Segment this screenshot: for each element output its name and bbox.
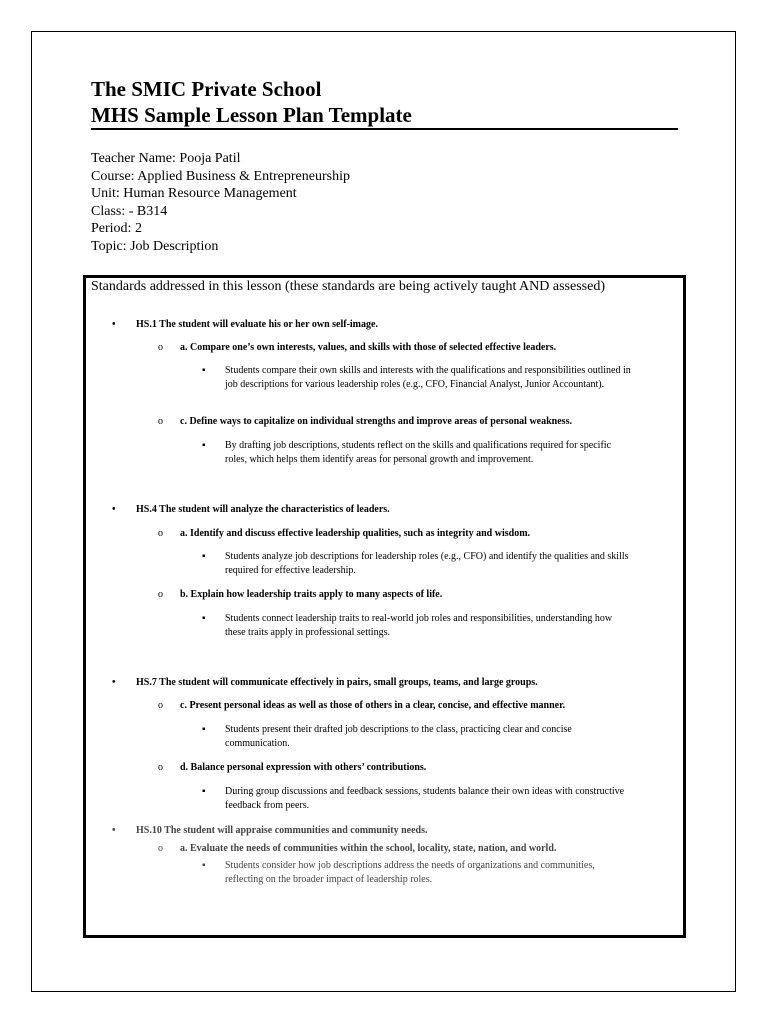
objective-title: d. Balance personal expression with others’ contributions. [180,762,427,773]
bullet-icon: • [112,825,116,836]
objective-detail: During group discussions and feedback sessions, students balance their own ideas with constructive feedback from peers. [225,786,625,811]
objective-detail: Students analyze job descriptions for leadership roles (e.g., CFO) and identify the qualities and skills required for effective leadership. [225,551,629,576]
objective-detail: Students present their drafted job descriptions to the class, practicing clear and concise communication. [225,724,572,749]
bullet-icon: • [112,319,116,330]
square-bullet-icon: ▪ [202,724,206,735]
document-title [91,76,678,128]
circle-bullet-icon: o [158,762,163,773]
objective-title: a. Compare one’s own interests, values, and skills with those of selected effective leaders. [180,342,557,353]
standard-title: HS.7 The student will communicate effectively in pairs, small groups, teams, and large groups. [136,677,538,688]
unit: Unit: Human Resource Management [91,186,297,202]
circle-bullet-icon: o [158,528,163,539]
bullet-icon: • [112,677,116,688]
standard-title: HS.1 The student will evaluate his or her own self-image. [136,319,378,330]
topic: Topic: Job Description [91,238,219,254]
square-bullet-icon: ▪ [202,860,206,871]
teacher-name: Teacher Name: Pooja Patil [91,151,241,166]
square-bullet-icon: ▪ [202,613,206,624]
objective-detail: Students connect leadership traits to real-world job roles and responsibilities, understanding how these traits apply in professional settings. [225,613,613,638]
objective-title: c. Present personal ideas as well as those of others in a clear, concise, and effective manner. [180,700,566,711]
class: Class: - B314 [91,203,168,219]
square-bullet-icon: ▪ [202,786,206,797]
circle-bullet-icon: o [158,843,163,854]
circle-bullet-icon: o [158,416,163,427]
square-bullet-icon: ▪ [202,440,206,451]
square-bullet-icon: ▪ [202,551,206,562]
circle-bullet-icon: o [158,700,163,711]
objective-title: b. Explain how leadership traits apply to many aspects of life. [180,589,443,600]
bullet-icon: • [112,504,116,515]
objective-title: a. Identify and discuss effective leadership qualities, such as integrity and wisdom. [180,528,531,539]
objective-detail: Students consider how job descriptions address the needs of organizations and communities, reflecting on the broader impact of leadership roles. [225,860,595,885]
circle-bullet-icon: o [158,589,163,600]
objective-detail: By drafting job descriptions, students reflect on the skills and qualifications required for specific roles, which helps them identify areas for personal growth and improvement. [225,440,612,465]
lesson-info [91,150,350,256]
standards-header: Standards addressed in this lesson (these standards are being actively taught AND assessed) [91,279,605,294]
course: Course: Applied Business & Entrepreneurship [91,168,350,184]
standard-title: HS.10 The student will appraise communities and community needs. [136,825,428,836]
title-divider [91,128,678,130]
template-title: MHS Sample Lesson Plan Template [91,103,412,127]
period: Period: 2 [91,221,142,237]
school-name: The SMIC Private School [91,77,322,101]
objective-title: c. Define ways to capitalize on individual strengths and improve areas of personal weakness. [180,416,572,427]
objective-detail: Students compare their own skills and interests with the qualifications and responsibilities outlined in job descriptions for various leadership roles (e.g., CFO, Financial Analyst, Junior Accountant). [225,365,631,390]
standard-title: HS.4 The student will analyze the characteristics of leaders. [136,504,390,515]
objective-title: a. Evaluate the needs of communities within the school, locality, state, nation, and world. [180,843,557,854]
square-bullet-icon: ▪ [202,365,206,376]
circle-bullet-icon: o [158,342,163,353]
